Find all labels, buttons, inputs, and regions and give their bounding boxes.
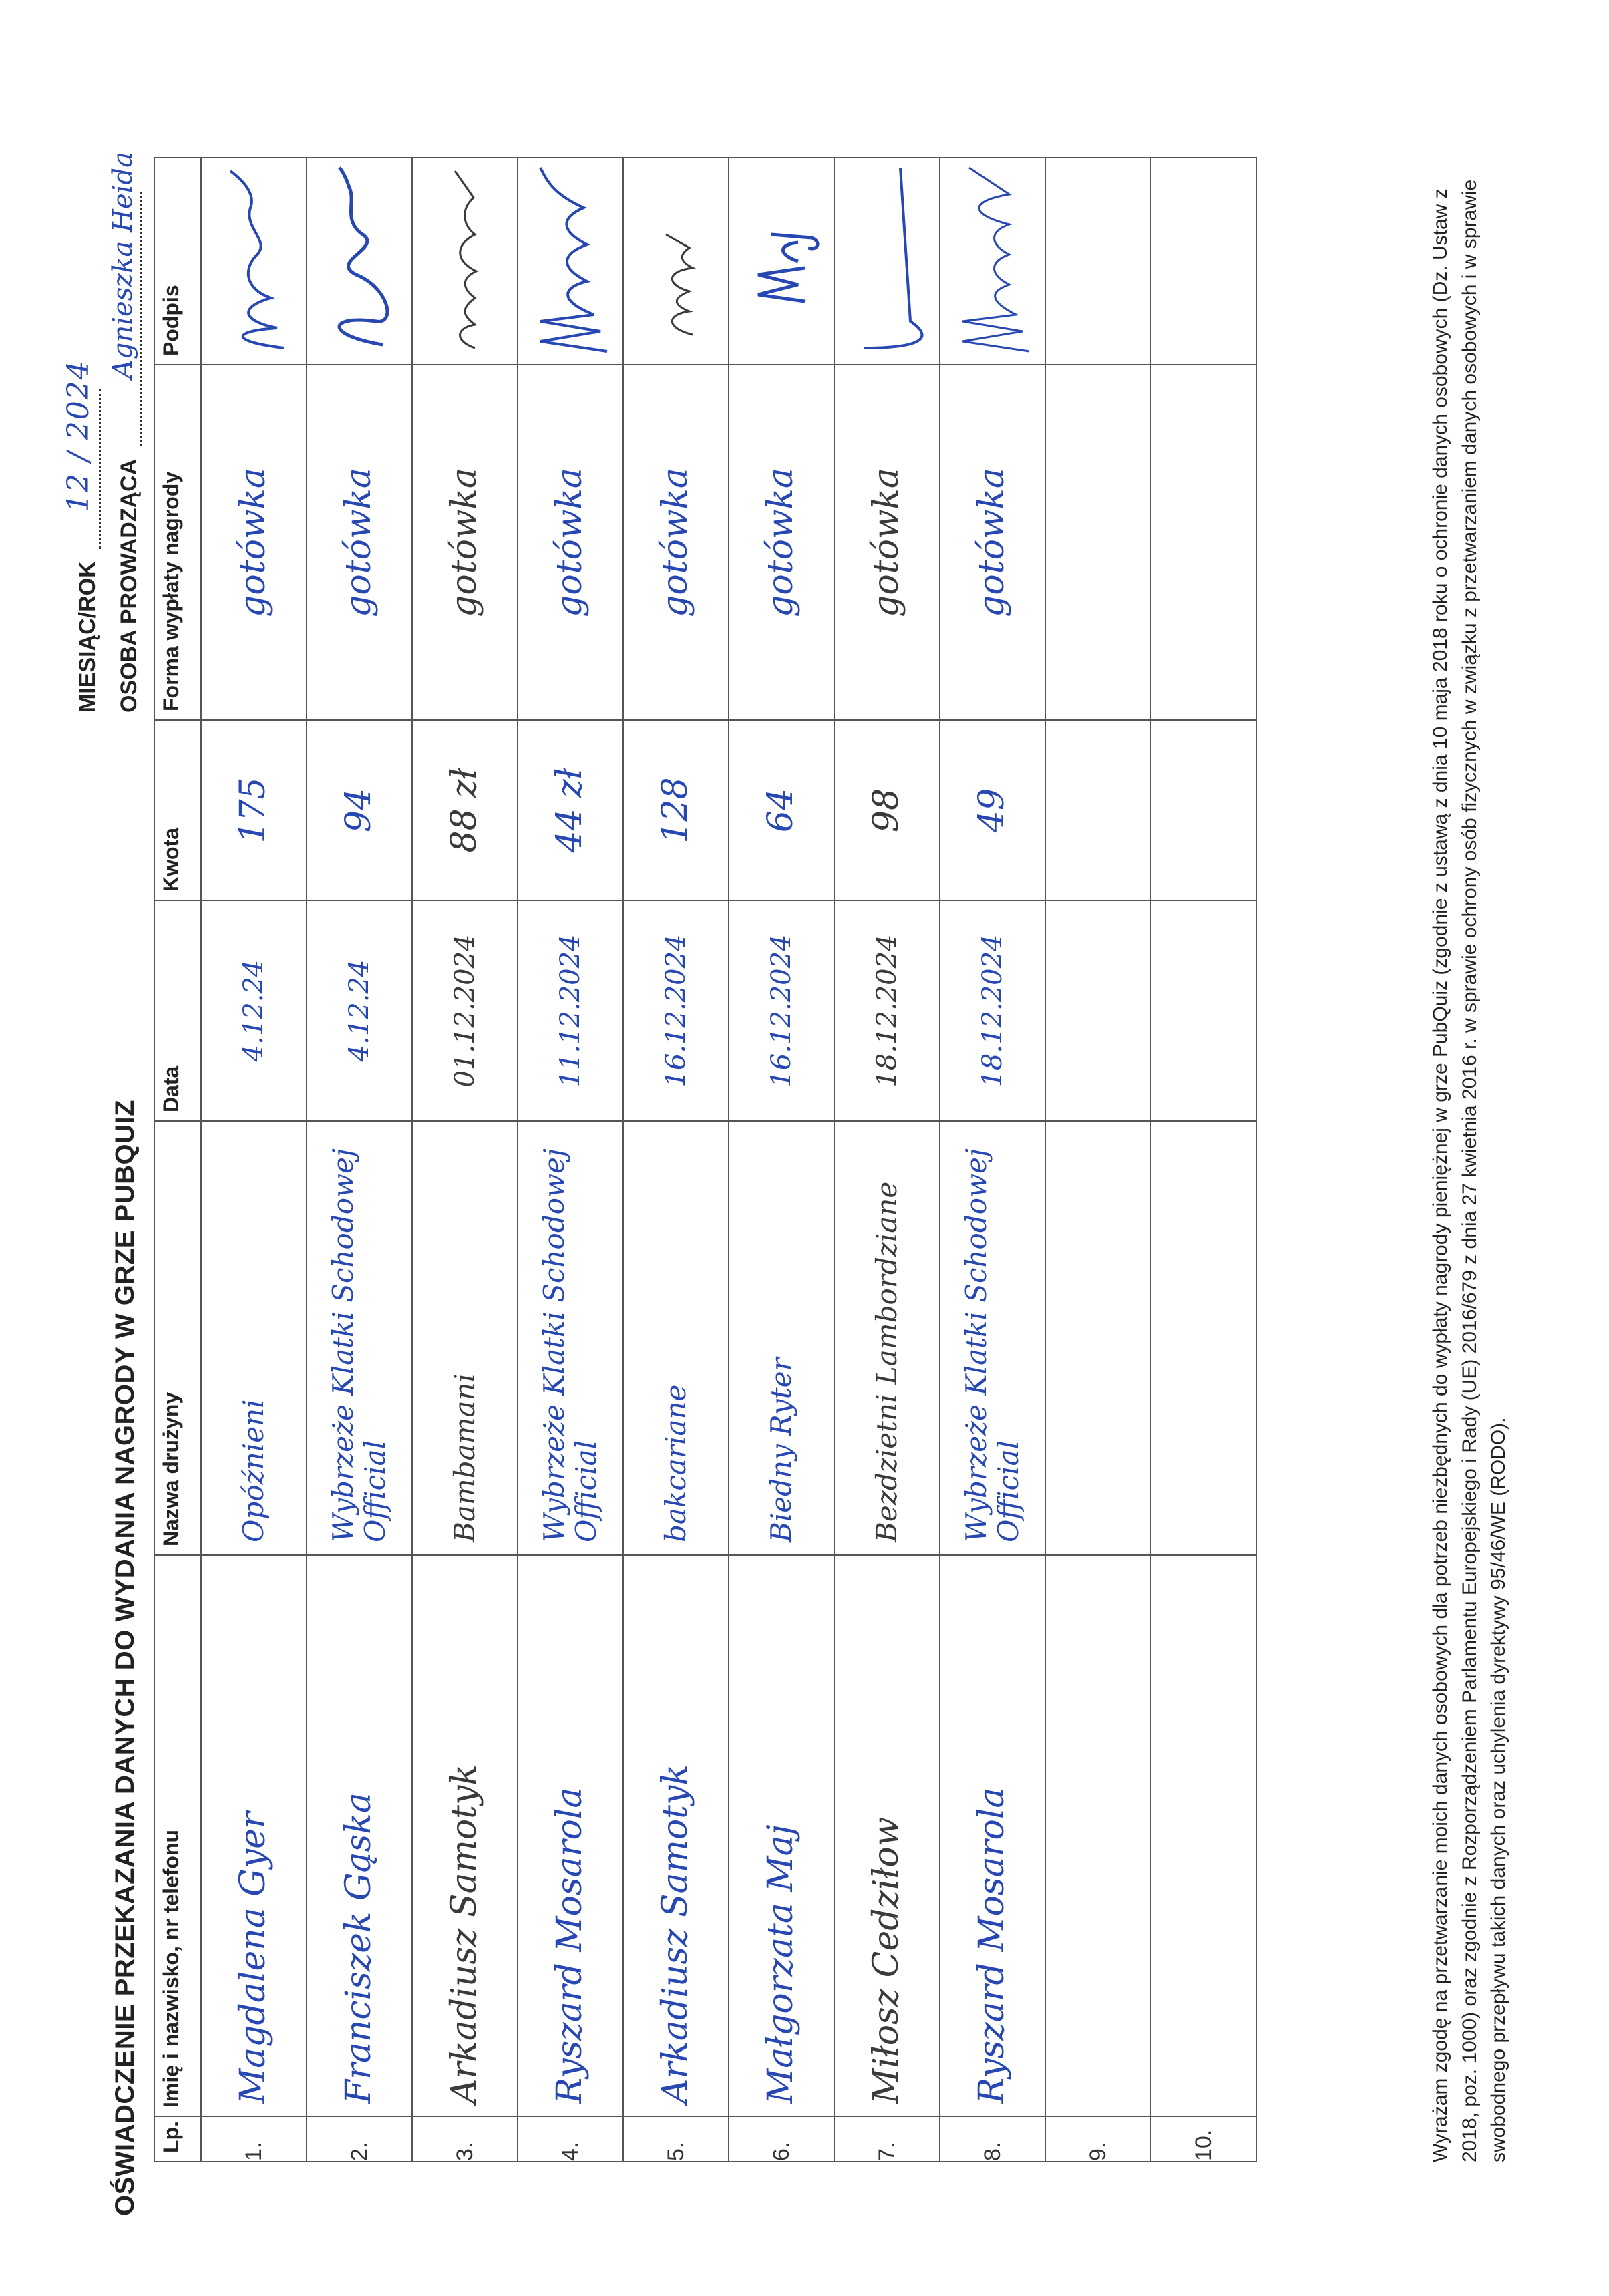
payment-form: gotówka	[972, 468, 1013, 617]
signature-cell	[307, 158, 412, 365]
signature-image	[731, 158, 832, 364]
signature-cell	[518, 158, 623, 365]
team-name: bakcariane	[659, 1384, 692, 1542]
prize-amount: 128	[655, 777, 696, 844]
team-name: Biedny Ryter	[764, 1357, 797, 1542]
entry-date: 4.12.24	[344, 959, 375, 1062]
table-row	[940, 158, 1045, 2162]
host-dotted-line	[140, 192, 142, 446]
prize-amount: 44 zł	[550, 768, 590, 853]
prize-amount: 94	[339, 788, 379, 833]
signature-cell	[623, 158, 729, 365]
column-header: Podpis	[154, 158, 201, 365]
host-value: Agnieszka Heida	[108, 152, 138, 379]
row-number: 5.	[623, 2116, 729, 2162]
team-name: Wybrzeże Klatki Schodowej Official	[959, 1148, 1025, 1542]
prize-table	[154, 157, 1257, 2162]
team-name: Wybrzeże Klatki Schodowej Official	[326, 1148, 391, 1542]
participant-name: Małgorzata Maj	[761, 1824, 801, 2104]
column-header: Kwota	[154, 720, 201, 900]
prize-amount: 175	[233, 777, 274, 844]
month-year-dotted-line	[99, 389, 101, 549]
signature-image	[837, 158, 937, 364]
row-number: 9.	[1045, 2116, 1151, 2162]
column-header: Imię i nazwisko, nr telefonu	[154, 1555, 201, 2116]
column-header: Lp.	[154, 2116, 201, 2162]
entry-date: 18.12.2024	[977, 934, 1008, 1088]
team-name: Bambamani	[448, 1373, 481, 1542]
participant-name: Arkadiusz Samotyk	[444, 1764, 485, 2104]
signature-image	[415, 158, 515, 364]
signature-cell	[1045, 158, 1151, 365]
payment-form: gotówka	[339, 468, 379, 617]
payment-form: gotówka	[866, 468, 907, 617]
entry-date: 11.12.2024	[555, 934, 586, 1088]
signature-image	[309, 158, 409, 364]
prize-amount: 49	[972, 788, 1013, 833]
participant-name: Franciszek Gąska	[339, 1792, 379, 2104]
host-row	[105, 45, 146, 713]
table-row	[834, 158, 940, 2162]
row-number: 3.	[412, 2116, 518, 2162]
participant-name: Magdalena Gyer	[233, 1812, 274, 2104]
table-row	[729, 158, 834, 2162]
entry-date: 16.12.2024	[766, 934, 797, 1088]
table-row	[307, 158, 412, 2162]
column-header: Nazwa drużyny	[154, 1121, 201, 1555]
team-name: Bezdzietni Lambordziane	[870, 1181, 903, 1542]
entry-date: 4.12.24	[238, 959, 269, 1062]
row-number: 2.	[307, 2116, 412, 2162]
row-number: 8.	[940, 2116, 1045, 2162]
month-year-label: MIESIĄC/ROK	[75, 561, 100, 713]
signature-cell	[412, 158, 518, 365]
row-number: 4.	[518, 2116, 623, 2162]
column-header: Data	[154, 900, 201, 1121]
month-year-value: 12 / 2024	[61, 359, 96, 512]
participant-name: Arkadiusz Samotyk	[655, 1764, 696, 2104]
form-title: OŚWIADCZENIE PRZEKAZANIA DANYCH DO WYDANIA NAGRODY W GRZE PUBQUIZ	[110, 1099, 140, 2216]
table-row	[1151, 158, 1256, 2162]
table-row	[412, 158, 518, 2162]
table-row	[1045, 158, 1151, 2162]
prize-amount: 98	[866, 788, 907, 833]
signature-cell	[834, 158, 940, 365]
payment-form: gotówka	[550, 468, 590, 617]
payment-form: gotówka	[761, 468, 801, 617]
participant-name: Ryszard Mosarola	[972, 1787, 1013, 2104]
entry-date: 18.12.2024	[872, 934, 902, 1088]
prize-amount: 64	[761, 788, 801, 833]
signature-cell	[201, 158, 307, 365]
entry-date: 01.12.2024	[450, 934, 480, 1088]
team-name: Opóźnieni	[236, 1399, 270, 1542]
payment-form: gotówka	[444, 468, 485, 617]
signature-image	[626, 158, 726, 364]
table-header-row	[154, 158, 201, 2162]
column-header: Forma wypłaty nagrody	[154, 365, 201, 720]
team-name: Wybrzeże Klatki Schodowej Official	[537, 1148, 602, 1542]
signature-cell	[940, 158, 1045, 365]
signature-cell	[1151, 158, 1256, 365]
signature-image	[942, 158, 1043, 364]
row-number: 7.	[834, 2116, 940, 2162]
month-year-row	[63, 45, 105, 713]
payment-form: gotówka	[655, 468, 696, 617]
signature-image	[204, 158, 304, 364]
participant-name: Miłosz Cedziłow	[866, 1816, 907, 2104]
table-row	[623, 158, 729, 2162]
entry-date: 16.12.2024	[661, 934, 691, 1088]
host-label: OSOBA PROWADZĄCA	[116, 458, 142, 713]
participant-name: Ryszard Mosarola	[550, 1787, 590, 2104]
table-row	[201, 158, 307, 2162]
row-number: 10.	[1151, 2116, 1256, 2162]
row-number: 6.	[729, 2116, 834, 2162]
gdpr-consent-text: Wyrażam zgodę na przetwarzanie moich danych osobowych dla potrzeb niezbędnych do wypłaty nagrody pieniężnej w grze PubQuiz (zgodnie z ustawą z dnia 10 maja 2018 roku o ochronie danych osobowych (Dz. Ustaw z 2018, poz. 1000) oraz zgodnie z Rozporządzeniem Parlamentu Europejskiego i Rady (UE) 2016/679 z dnia 27 kwietnia 2016 r. w sprawie ochrony osób fizycznych w związku z przetwarzaniem danych osobowych i w sprawie swobodnego przepływu takich danych oraz uchylenia dyrektywy 95/46/WE (RODO).	[1429, 179, 1509, 2162]
payment-form: gotówka	[233, 468, 274, 617]
row-number: 1.	[201, 2116, 307, 2162]
prize-amount: 88 zł	[444, 768, 485, 853]
table-row	[518, 158, 623, 2162]
form-meta	[63, 45, 146, 713]
signature-cell	[729, 158, 834, 365]
signature-image	[520, 158, 620, 364]
